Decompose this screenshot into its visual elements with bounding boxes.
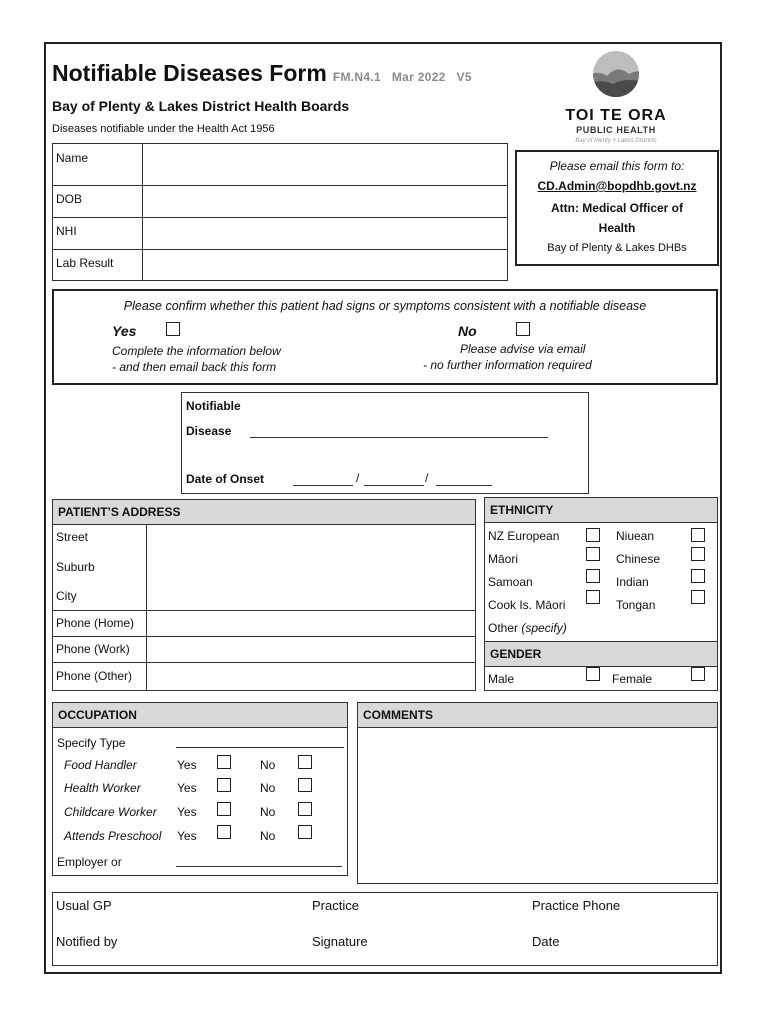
phone-home-label: Phone (Home) bbox=[56, 616, 135, 630]
address-col-divider bbox=[146, 524, 147, 610]
city-label: City bbox=[56, 589, 77, 603]
ethnicity-other-label bbox=[488, 621, 567, 635]
date-slash: / bbox=[425, 471, 429, 485]
phone-work-field[interactable] bbox=[148, 638, 474, 661]
row-divider bbox=[52, 249, 508, 250]
logo-name: TOI TE ORA bbox=[565, 107, 667, 124]
no-label: No bbox=[260, 805, 276, 819]
employer-field[interactable] bbox=[176, 866, 342, 867]
ethnicity-other-field[interactable] bbox=[580, 616, 716, 638]
phone-work-label: Phone (Work) bbox=[56, 642, 130, 656]
phone-home-field[interactable] bbox=[148, 612, 474, 635]
yes-checkbox[interactable] bbox=[166, 322, 180, 336]
row-divider bbox=[52, 217, 508, 218]
no-checkbox[interactable] bbox=[516, 322, 530, 336]
no-note1: Please advise via email bbox=[460, 342, 586, 356]
attn-line1: Attn: Medical Officer of bbox=[550, 201, 683, 215]
email-address-link[interactable]: CD.Admin@bopdhb.govt.nz bbox=[537, 179, 697, 193]
email-line1: Please email this form to: bbox=[549, 159, 685, 173]
food-handler-yes-checkbox[interactable] bbox=[217, 755, 231, 769]
occupation-childcare-worker-label: Childcare Worker bbox=[64, 805, 157, 819]
occupation-food-handler-label: Food Handler bbox=[64, 758, 137, 772]
row-divider bbox=[52, 727, 348, 728]
row-divider bbox=[52, 185, 508, 186]
practice-phone-label: Practice Phone bbox=[532, 898, 621, 913]
onset-month-field[interactable] bbox=[364, 485, 424, 486]
phone-col-divider bbox=[146, 610, 147, 691]
ethnicity-tongan-checkbox[interactable] bbox=[691, 590, 705, 604]
row-divider bbox=[52, 524, 476, 525]
title-text: Notifiable Diseases Form bbox=[52, 60, 327, 86]
street-address-field[interactable] bbox=[148, 526, 474, 609]
ethnicity-samoan-checkbox[interactable] bbox=[586, 569, 600, 583]
nhi-field[interactable] bbox=[144, 219, 506, 248]
ethnicity-chinese-label: Chinese bbox=[616, 552, 661, 566]
row-divider bbox=[52, 662, 476, 663]
attn-line2: Health bbox=[598, 221, 636, 235]
yes-label: Yes bbox=[112, 323, 137, 339]
usual-gp-label: Usual GP bbox=[56, 898, 112, 913]
no-label: No bbox=[260, 758, 276, 772]
specify-type-label: Specify Type bbox=[57, 736, 126, 750]
signature-label: Signature bbox=[312, 934, 368, 949]
logo-tag: Bay of Plenty + Lakes Districts bbox=[575, 138, 657, 144]
health-worker-yes-checkbox[interactable] bbox=[217, 778, 231, 792]
childcare-worker-no-checkbox[interactable] bbox=[298, 802, 312, 816]
practice-label: Practice bbox=[312, 898, 359, 913]
form-version: V5 bbox=[456, 70, 472, 84]
health-worker-no-checkbox[interactable] bbox=[298, 778, 312, 792]
food-handler-no-checkbox[interactable] bbox=[298, 755, 312, 769]
notified-by-label: Notified by bbox=[56, 934, 118, 949]
row-divider bbox=[357, 727, 718, 728]
yes-label: Yes bbox=[177, 758, 197, 772]
row-divider bbox=[52, 636, 476, 637]
dob-field[interactable] bbox=[144, 187, 506, 216]
ethnicity-tongan-label: Tongan bbox=[616, 598, 656, 612]
date-slash: / bbox=[356, 471, 360, 485]
ethnicity-indian-label: Indian bbox=[616, 575, 649, 589]
ethnicity-niuean-label: Niuean bbox=[616, 529, 655, 543]
specify-text: (specify) bbox=[521, 621, 567, 635]
occupation-attends-preschool-label: Attends Preschool bbox=[64, 829, 162, 843]
confirm-question: Please confirm whether this patient had signs or symptoms consistent with a notifiable disease bbox=[123, 299, 647, 313]
comments-field[interactable] bbox=[359, 729, 716, 882]
attends-preschool-yes-checkbox[interactable] bbox=[217, 825, 231, 839]
yes-note2: - and then email back this form bbox=[112, 360, 277, 374]
childcare-worker-yes-checkbox[interactable] bbox=[217, 802, 231, 816]
form-title bbox=[52, 60, 472, 87]
onset-day-field[interactable] bbox=[293, 485, 353, 486]
organisation: Bay of Plenty & Lakes District Health Boards bbox=[52, 98, 350, 114]
nhi-label: NHI bbox=[56, 224, 77, 238]
ethnicity-maori-checkbox[interactable] bbox=[586, 547, 600, 561]
lab-result-label: Lab Result bbox=[56, 256, 114, 270]
form-code-text: FM.N4.1 bbox=[332, 70, 381, 84]
no-label: No bbox=[260, 829, 276, 843]
ethnicity-chinese-checkbox[interactable] bbox=[691, 547, 705, 561]
disease-label: Disease bbox=[186, 424, 232, 438]
form-code bbox=[333, 70, 472, 84]
patient-col-divider bbox=[142, 143, 143, 281]
phone-other-label: Phone (Other) bbox=[56, 669, 133, 683]
act-note: Diseases notifiable under the Health Act 1956 bbox=[52, 123, 275, 135]
yes-label: Yes bbox=[177, 829, 197, 843]
occupation-header: OCCUPATION bbox=[53, 703, 347, 727]
ethnicity-samoan-label: Samoan bbox=[488, 575, 533, 589]
yes-note1: Complete the information below bbox=[112, 344, 281, 358]
name-field[interactable] bbox=[144, 145, 506, 184]
ethnicity-indian-checkbox[interactable] bbox=[691, 569, 705, 583]
row-divider bbox=[484, 666, 718, 667]
no-note2: - no further information required bbox=[423, 358, 592, 372]
yes-label: Yes bbox=[177, 781, 197, 795]
phone-other-field[interactable] bbox=[148, 664, 474, 690]
name-label: Name bbox=[56, 151, 89, 165]
address-header: PATIENT’S ADDRESS bbox=[53, 500, 475, 524]
row-divider bbox=[484, 522, 718, 523]
onset-year-field[interactable] bbox=[436, 485, 492, 486]
employer-label: Employer or bbox=[57, 855, 122, 869]
attends-preschool-no-checkbox[interactable] bbox=[298, 825, 312, 839]
toi-te-ora-logo-icon bbox=[583, 50, 649, 98]
dhbs-line: Bay of Plenty & Lakes DHBs bbox=[547, 242, 687, 254]
form-date: Mar 2022 bbox=[391, 70, 446, 84]
suburb-label: Suburb bbox=[56, 560, 95, 574]
ethnicity-nz-european-label: NZ European bbox=[488, 529, 560, 543]
yes-label: Yes bbox=[177, 805, 197, 819]
specify-type-field[interactable] bbox=[176, 747, 344, 748]
ethnicity-header: ETHNICITY bbox=[485, 498, 717, 522]
gender-male-label: Male bbox=[488, 672, 515, 686]
ethnicity-niuean-checkbox[interactable] bbox=[691, 528, 705, 542]
no-label: No bbox=[458, 323, 477, 339]
dob-label: DOB bbox=[56, 192, 83, 206]
logo-sub: PUBLIC HEALTH bbox=[576, 125, 656, 135]
lab-result-field[interactable] bbox=[144, 251, 506, 280]
other-text: Other bbox=[488, 621, 519, 635]
disease-field[interactable] bbox=[250, 437, 548, 438]
date-label: Date bbox=[532, 934, 560, 949]
gender-female-checkbox[interactable] bbox=[691, 667, 705, 681]
comments-header: COMMENTS bbox=[358, 703, 717, 727]
street-label: Street bbox=[56, 530, 89, 544]
row-divider bbox=[52, 610, 476, 611]
notifiable-label: Notifiable bbox=[186, 399, 241, 413]
ethnicity-cook-is-maori-label: Cook Is. Māori bbox=[488, 598, 566, 612]
ethnicity-cook-is-maori-checkbox[interactable] bbox=[586, 590, 600, 604]
gender-male-checkbox[interactable] bbox=[586, 667, 600, 681]
occupation-health-worker-label: Health Worker bbox=[64, 781, 141, 795]
gender-header: GENDER bbox=[485, 642, 717, 666]
gender-female-label: Female bbox=[612, 672, 653, 686]
onset-label: Date of Onset bbox=[186, 472, 265, 486]
ethnicity-nz-european-checkbox[interactable] bbox=[586, 528, 600, 542]
no-label: No bbox=[260, 781, 276, 795]
ethnicity-maori-label: Māori bbox=[488, 552, 519, 566]
